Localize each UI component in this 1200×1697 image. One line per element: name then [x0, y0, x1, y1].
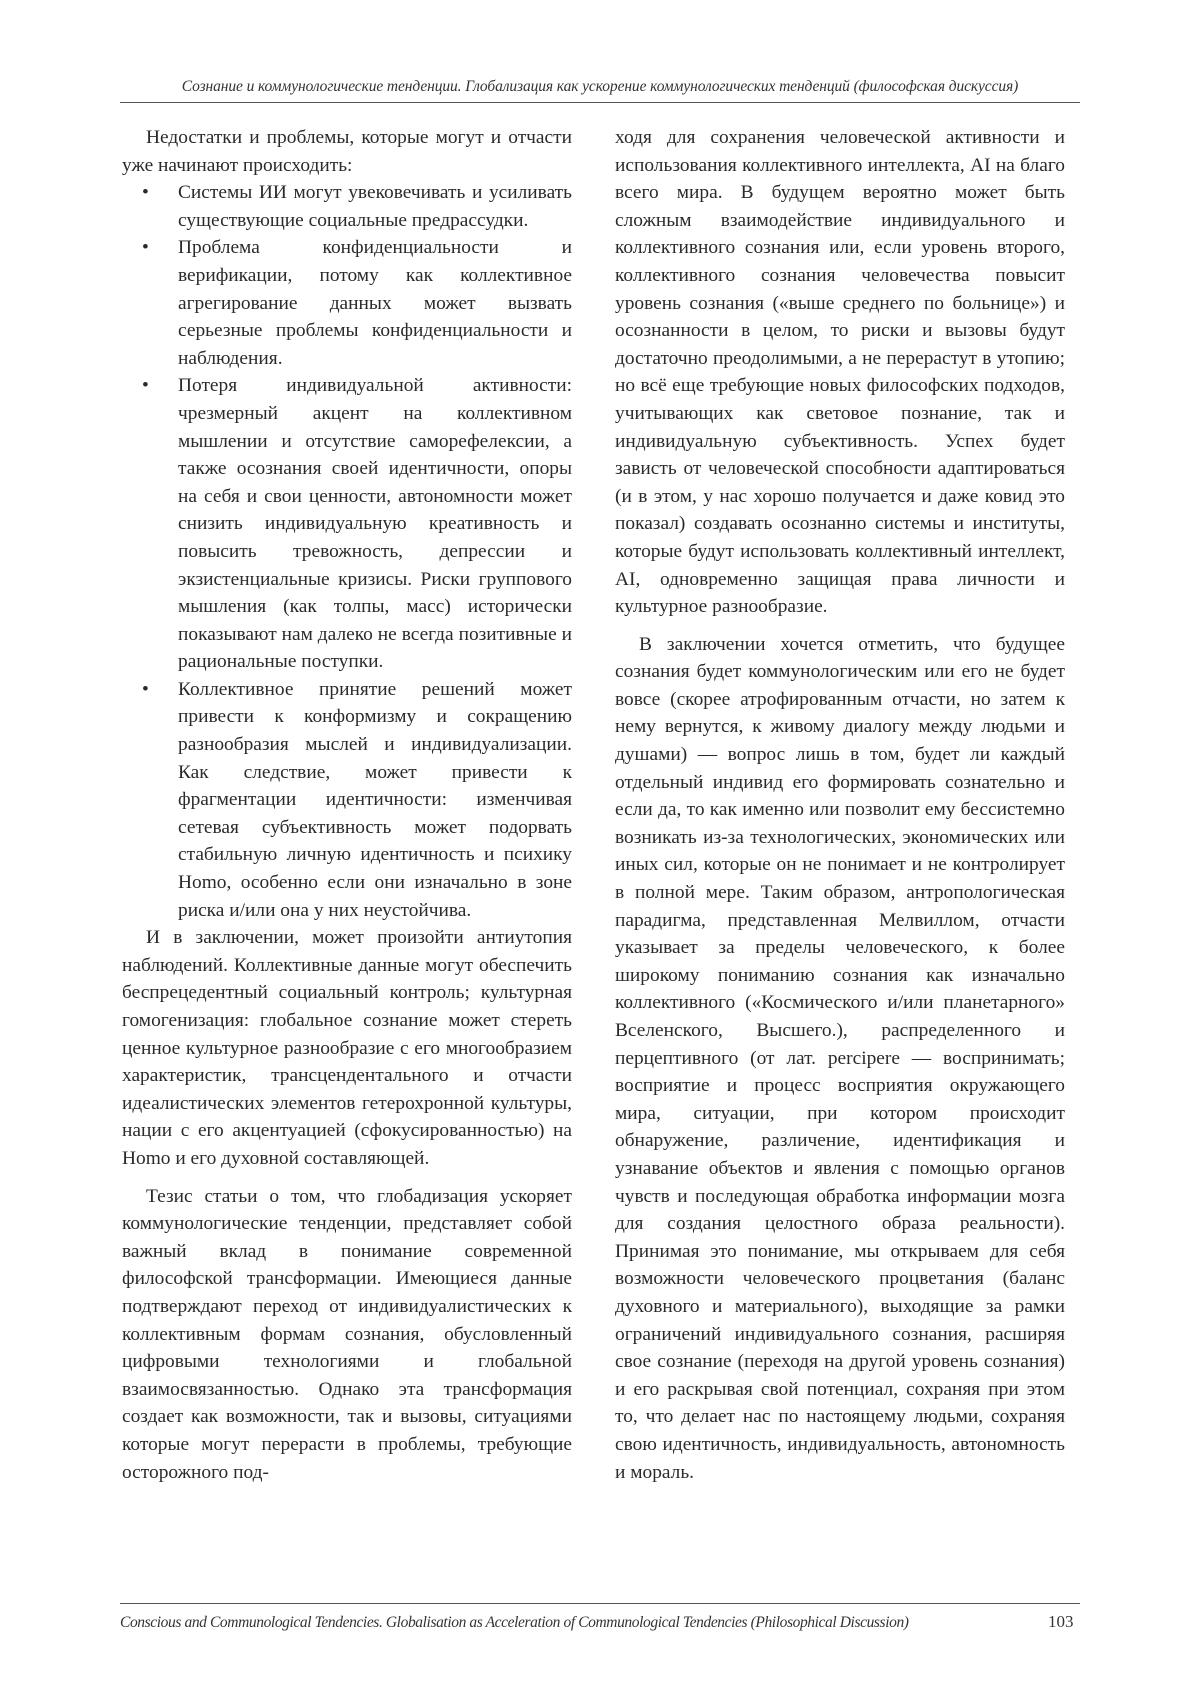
list-item	[122, 372, 572, 676]
list-item	[122, 676, 572, 924]
right-column	[615, 124, 1065, 1486]
list-item-text: Потеря индивидуальной активности: чрезмерный акцент на коллективном мышлении и отсутствие саморефелексии, а также осознания своей идентичности, опоры на себя и свои ценности, автономности может снизить индивидуальную креативность и повысить тревожность, депрессии и экзистенциальные кризисы. Риски группового мышления (как толпы, масс) исторически показывают нам далеко не всегда позитивные и рациональные поступки.	[178, 375, 572, 673]
header-rule	[120, 102, 1080, 103]
list-item	[122, 234, 572, 372]
bullet-icon: •	[142, 237, 149, 259]
bullet-icon: •	[142, 182, 149, 204]
footer-english-title: Conscious and Communological Tendencies. Globalisation as Acceleration of Communological Tendencies (Philosophical Discussion)	[120, 1614, 909, 1631]
running-head: Сознание и коммунологические тенденции. Глобализация как ускорение коммунологических тенденций (философская дискуссия)	[181, 78, 1019, 95]
footer-rule	[120, 1603, 1080, 1604]
antiutopia-paragraph: И в заключении, может произойти антиутопия наблюдений. Коллективные данные могут обеспечить беспрецедентный социальный контроль; культурная гомогенизация: глобальное сознание может стереть ценное культурное разнообразие с его многообразием характеристик, трансцендентального и отчасти идеалистических элементов гетерохронной культуры, нации с его акцентуацией (сфокусированностью) на Homo и его духовной составляющей.	[122, 927, 572, 1169]
conclusion-paragraph: В заключении хочется отметить, что будущее сознания будет коммунологическим или его не будет вовсе (скорее атрофированным отчасти, но затем к нему вернутся, к живому диалогу между людьми и душами) — вопрос лишь в том, будет ли каждый отдельный индивид его формировать сознательно и если да, то как именно или позволит ему бессистемно возникать из-за технологических, экономических или иных сил, которые он не понимает и не контролирует в полной мере. Таким образом, антропологическая парадигма, представленная Мелвиллом, отчасти указывает за пределы человеческого, к более широкому пониманию сознания как изначально коллективного («Космического и/или планетарного» Вселенского, Высшего.), распределенного и перцептивного (от лат. percipere — воспринимать; восприятие и процесс восприятия окружающего мира, ситуации, при котором происходит обнаружение, различение, идентификация и узнавание объектов и явления с помощью органов чувств и последующая обработка информации мозга для создания целостного образа реальности). Принимая это понимание, мы открываем для себя возможности человеческого процветания (баланс духовного и материального), выходящие за рамки ограничений индивидуального сознания, расширяя свое сознание (переходя на другой уровень сознания) и его раскрывая свой потенциал, сохраняя при этом то, что делает нас по настоящему людьми, сохраняя свою идентичность, индивидуальность, автономность и мораль.	[615, 633, 1065, 1483]
bullet-icon: •	[142, 375, 149, 397]
thesis-paragraph: Тезис статьи о том, что глобадизация ускоряет коммунологические тенденции, представляет собой важный вклад в понимание современной философской трансформации. Имеющиеся данные подтверждают переход от индивидуалистических к коллективным формам сознания, обусловленный цифровыми технологиями и глобальной взаимосвязанностью. Однако эта трансформация создает как возможности, так и вызовы, ситуациями которые могут перерасти в проблемы, требующие осторожного под-	[122, 1185, 572, 1483]
list-item-text: Проблема конфиденциальности и верификации, потому как коллективное агрегирование данных может вызвать серьезные проблемы конфиденциальности и наблюдения.	[178, 237, 572, 369]
bullet-icon: •	[142, 678, 149, 700]
page-number: 103	[1048, 1612, 1074, 1631]
list-item	[122, 179, 572, 234]
bullet-list	[122, 179, 572, 924]
intro-paragraph: Недостатки и проблемы, которые могут и отчасти уже начинают происходить:	[122, 127, 572, 176]
continuation-paragraph: ходя для сохранения человеческой активности и использования коллективного интеллекта, AI на благо всего мира. В будущем вероятно может быть сложным взаимодействие индивидуального и коллективного сознания или, если уровень второго, коллективного сознания человечества повысит уровень сознания («выше среднего по больнице») и осознанности в целом, то риски и вызовы будут достаточно преодолимыми, а не перерастут в утопию; но всё еще требующие новых философских подходов, учитывающих как световое познание, так и индивидуальную субъективность. Успех будет зависть от человеческой способности адаптироваться (и в этом, у нас хорошо получается и даже ковид это показал) создавать осознанно системы и институты, которые будут использовать коллективный интеллект, AI, одновременно защищая права личности и культурное разнообразие.	[615, 127, 1065, 618]
left-column	[122, 124, 572, 1486]
list-item-text: Системы ИИ могут увековечивать и усиливать существующие социальные предрассудки.	[178, 182, 572, 231]
list-item-text: Коллективное принятие решений может привести к конформизму и сокращению разнообразия мыслей и индивидуализации. Как следствие, может привести к фрагментации идентичности: изменчивая сетевая субъективность может подорвать стабильную личную идентичность и психику Homo, особенно если они изначально в зоне риска и/или она у них неустойчива.	[178, 678, 572, 921]
